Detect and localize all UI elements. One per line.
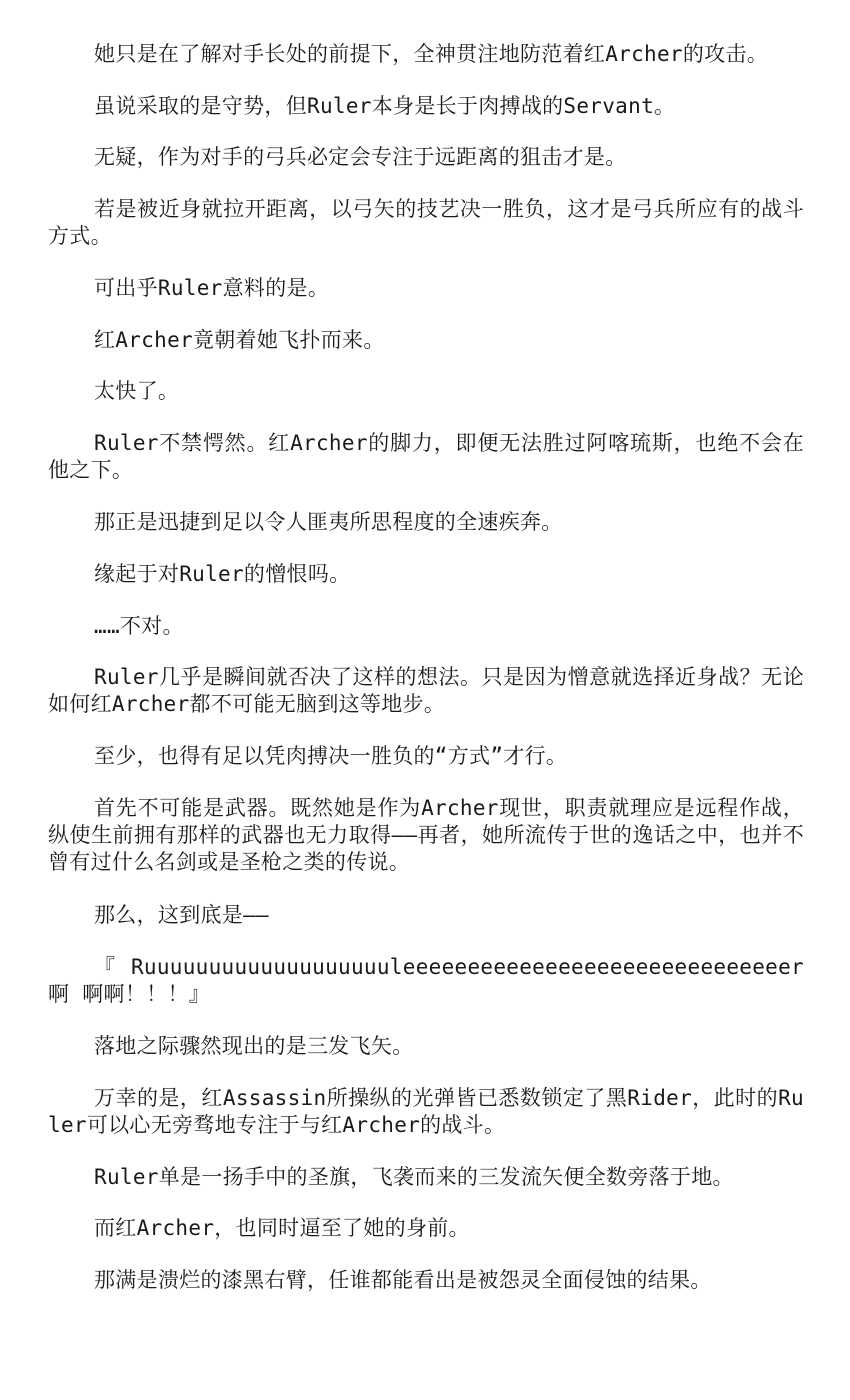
paragraph-21: 那满是溃烂的漆黑右臂，任谁都能看出是被怨灵全面侵蚀的结果。 <box>94 1268 712 1292</box>
paragraph-11: ……不对。 <box>94 614 184 638</box>
paragraph-18: 万幸的是，红Assassin所操纵的光弹皆已悉数锁定了黑Rider，此时的Ruler可以心无旁骛地专注于与红Archer的战斗。 <box>48 1086 804 1137</box>
paragraph-5: 可出乎Ruler意料的是。 <box>94 276 330 300</box>
paragraph-12: Ruler几乎是瞬间就否决了这样的想法。只是因为憎意就选择近身战？无论如何红Archer都不可能无脑到这等地步。 <box>48 665 804 716</box>
paragraph-20: 而红Archer，也同时逼至了她的身前。 <box>94 1216 470 1240</box>
paragraph-14: 首先不可能是武器。既然她是作为Archer现世，职责就理应是远程作战，纵使生前拥有那样的武器也无力取得——再者，她所流传于世的逸话之中，也并不曾有过什么名剑或是圣枪之类的传说。 <box>48 796 804 874</box>
paragraph-3: 无疑，作为对手的弓兵必定会专注于远距离的狙击才是。 <box>94 145 627 169</box>
paragraph-8: Ruler不禁愕然。红Archer的脚力，即便无法胜过阿喀琉斯，也绝不会在他之下。 <box>48 431 804 482</box>
paragraph-4: 若是被近身就拉开距离，以弓矢的技艺决一胜负，这才是弓兵所应有的战斗方式。 <box>48 197 804 248</box>
paragraph-7: 太快了。 <box>94 379 180 403</box>
paragraph-6: 红Archer竟朝着她飞扑而来。 <box>94 328 385 352</box>
paragraph-15: 那么，这到底是—— <box>94 903 269 927</box>
novel-page <box>48 0 804 1400</box>
paragraph-17: 落地之际骤然现出的是三发飞矢。 <box>94 1034 414 1058</box>
paragraph-19: Ruler单是一扬手中的圣旗，飞袭而来的三发流矢便全数旁落于地。 <box>94 1165 734 1189</box>
paragraph-1: 她只是在了解对手长处的前提下，全神贯注地防范着红Archer的攻击。 <box>94 42 769 66</box>
paragraph-9: 那正是迅捷到足以令人匪夷所思程度的全速疾奔。 <box>94 510 563 534</box>
paragraph-10: 缘起于对Ruler的憎恨吗。 <box>94 562 351 586</box>
paragraph-16: 『 Ruuuuuuuuuuuuuuuuuuuleeeeeeeeeeeeeeeeeeeeeeeeeeeeeer 啊 啊啊！！！』 <box>48 955 804 1006</box>
paragraph-13: 至少，也得有足以凭肉搏决一胜负的“方式”才行。 <box>94 744 568 768</box>
paragraph-2: 虽说采取的是守势，但Ruler本身是长于肉搏战的Servant。 <box>94 94 676 118</box>
